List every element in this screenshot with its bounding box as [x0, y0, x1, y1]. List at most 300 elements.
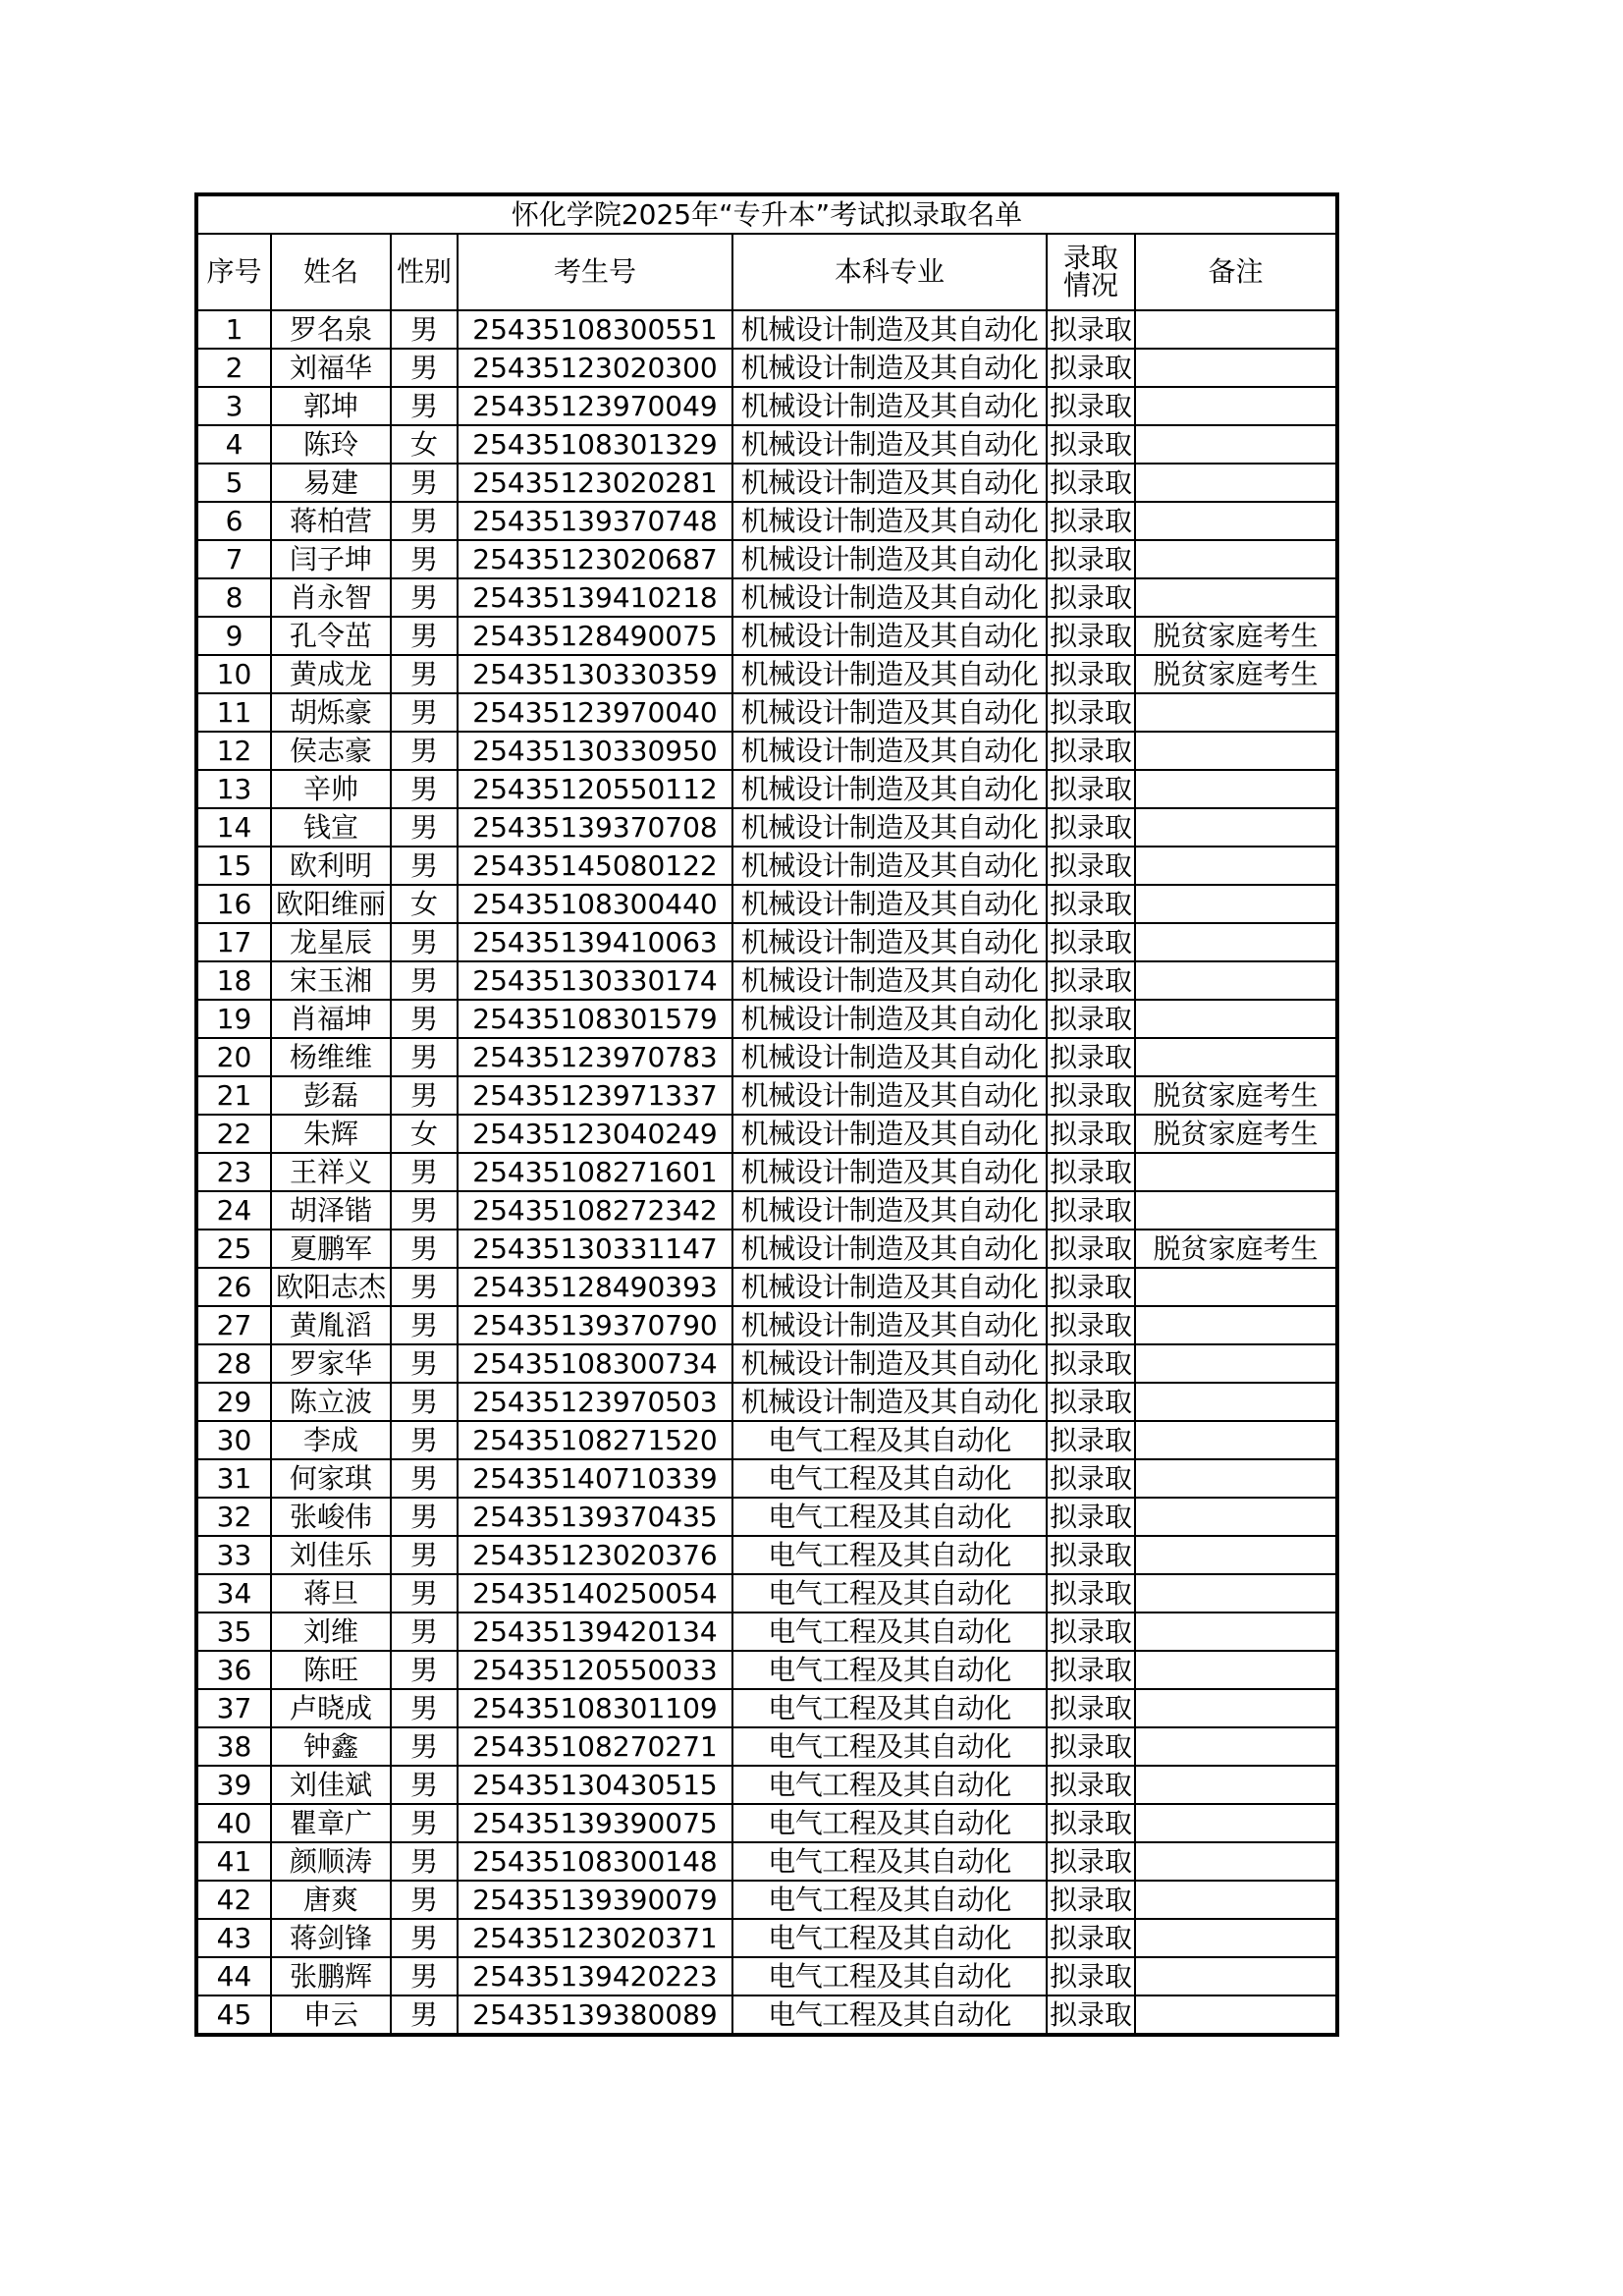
cell-exam-no: 25435128490393 — [458, 1268, 732, 1306]
cell-index: 27 — [196, 1306, 271, 1344]
cell-gender: 男 — [391, 770, 458, 808]
cell-name: 刘佳乐 — [271, 1536, 391, 1574]
cell-status: 拟录取 — [1047, 732, 1135, 770]
cell-status: 拟录取 — [1047, 1459, 1135, 1498]
cell-major: 机械设计制造及其自动化 — [732, 617, 1047, 655]
table-row — [196, 1804, 1337, 1842]
cell-index: 25 — [196, 1230, 271, 1268]
cell-remark — [1135, 847, 1337, 885]
cell-major: 机械设计制造及其自动化 — [732, 1268, 1047, 1306]
cell-index: 1 — [196, 310, 271, 349]
cell-major: 机械设计制造及其自动化 — [732, 502, 1047, 540]
cell-gender: 男 — [391, 1727, 458, 1766]
cell-status: 拟录取 — [1047, 1613, 1135, 1651]
table-row — [196, 1536, 1337, 1574]
cell-remark — [1135, 1842, 1337, 1881]
cell-index: 26 — [196, 1268, 271, 1306]
cell-exam-no: 25435108301579 — [458, 1000, 732, 1038]
cell-status: 拟录取 — [1047, 847, 1135, 885]
header-status-line2: 情况 — [1062, 269, 1118, 301]
table-row — [196, 1651, 1337, 1689]
cell-status: 拟录取 — [1047, 349, 1135, 387]
cell-major: 电气工程及其自动化 — [732, 1421, 1047, 1459]
cell-name: 侯志豪 — [271, 732, 391, 770]
cell-exam-no: 25435139370748 — [458, 502, 732, 540]
cell-gender: 男 — [391, 387, 458, 425]
cell-exam-no: 25435139410063 — [458, 923, 732, 961]
table-row — [196, 1038, 1337, 1076]
table-row — [196, 1689, 1337, 1727]
table-row — [196, 578, 1337, 617]
cell-name: 欧阳志杰 — [271, 1268, 391, 1306]
cell-index: 12 — [196, 732, 271, 770]
cell-gender: 男 — [391, 502, 458, 540]
cell-gender: 男 — [391, 540, 458, 578]
cell-remark — [1135, 310, 1337, 349]
cell-exam-no: 25435145080122 — [458, 847, 732, 885]
cell-remark: 脱贫家庭考生 — [1135, 1230, 1337, 1268]
cell-name: 胡烁豪 — [271, 693, 391, 732]
table-row — [196, 1344, 1337, 1383]
cell-remark — [1135, 1995, 1337, 2035]
title-row — [196, 194, 1337, 234]
cell-major: 机械设计制造及其自动化 — [732, 1115, 1047, 1153]
cell-major: 机械设计制造及其自动化 — [732, 1191, 1047, 1230]
cell-index: 6 — [196, 502, 271, 540]
cell-remark — [1135, 464, 1337, 502]
cell-major: 机械设计制造及其自动化 — [732, 1306, 1047, 1344]
cell-status: 拟录取 — [1047, 808, 1135, 847]
cell-exam-no: 25435108271601 — [458, 1153, 732, 1191]
cell-exam-no: 25435130330950 — [458, 732, 732, 770]
cell-name: 张鹏辉 — [271, 1957, 391, 1995]
cell-name: 欧利明 — [271, 847, 391, 885]
table-row — [196, 961, 1337, 1000]
cell-name: 卢晓成 — [271, 1689, 391, 1727]
cell-status: 拟录取 — [1047, 1842, 1135, 1881]
table-row — [196, 1498, 1337, 1536]
cell-major: 电气工程及其自动化 — [732, 1957, 1047, 1995]
cell-status: 拟录取 — [1047, 1574, 1135, 1613]
cell-gender: 男 — [391, 1689, 458, 1727]
cell-index: 8 — [196, 578, 271, 617]
cell-index: 20 — [196, 1038, 271, 1076]
cell-index: 9 — [196, 617, 271, 655]
cell-exam-no: 25435123971337 — [458, 1076, 732, 1115]
cell-gender: 男 — [391, 310, 458, 349]
cell-index: 16 — [196, 885, 271, 923]
cell-remark — [1135, 1000, 1337, 1038]
cell-remark: 脱贫家庭考生 — [1135, 1076, 1337, 1115]
cell-name: 易建 — [271, 464, 391, 502]
cell-exam-no: 25435123970503 — [458, 1383, 732, 1421]
cell-status: 拟录取 — [1047, 1881, 1135, 1919]
header-index: 序号 — [196, 234, 271, 310]
admission-list-table — [194, 192, 1339, 2037]
cell-gender: 男 — [391, 1995, 458, 2035]
cell-gender: 男 — [391, 1919, 458, 1957]
cell-status: 拟录取 — [1047, 1536, 1135, 1574]
cell-status: 拟录取 — [1047, 770, 1135, 808]
table-row — [196, 1919, 1337, 1957]
cell-exam-no: 25435123020300 — [458, 349, 732, 387]
cell-major: 机械设计制造及其自动化 — [732, 885, 1047, 923]
cell-major: 电气工程及其自动化 — [732, 1536, 1047, 1574]
table-row — [196, 1459, 1337, 1498]
cell-major: 机械设计制造及其自动化 — [732, 1230, 1047, 1268]
cell-status: 拟录取 — [1047, 655, 1135, 693]
cell-major: 电气工程及其自动化 — [732, 1995, 1047, 2035]
cell-status: 拟录取 — [1047, 1191, 1135, 1230]
cell-name: 胡泽锴 — [271, 1191, 391, 1230]
cell-exam-no: 25435139370435 — [458, 1498, 732, 1536]
cell-status: 拟录取 — [1047, 1076, 1135, 1115]
cell-gender: 男 — [391, 1881, 458, 1919]
cell-name: 陈立波 — [271, 1383, 391, 1421]
cell-remark — [1135, 578, 1337, 617]
header-major: 本科专业 — [732, 234, 1047, 310]
cell-remark — [1135, 1536, 1337, 1574]
cell-name: 郭坤 — [271, 387, 391, 425]
cell-index: 21 — [196, 1076, 271, 1115]
cell-name: 辛帅 — [271, 770, 391, 808]
cell-name: 蒋柏营 — [271, 502, 391, 540]
cell-exam-no: 25435123970783 — [458, 1038, 732, 1076]
cell-gender: 女 — [391, 885, 458, 923]
cell-name: 黄成龙 — [271, 655, 391, 693]
cell-major: 电气工程及其自动化 — [732, 1804, 1047, 1842]
cell-exam-no: 25435108271520 — [458, 1421, 732, 1459]
cell-remark — [1135, 1459, 1337, 1498]
cell-index: 43 — [196, 1919, 271, 1957]
table-row — [196, 655, 1337, 693]
table-row — [196, 1421, 1337, 1459]
cell-major: 机械设计制造及其自动化 — [732, 655, 1047, 693]
cell-major: 机械设计制造及其自动化 — [732, 1076, 1047, 1115]
cell-gender: 男 — [391, 693, 458, 732]
cell-remark — [1135, 540, 1337, 578]
cell-gender: 男 — [391, 1804, 458, 1842]
cell-index: 13 — [196, 770, 271, 808]
table-row — [196, 540, 1337, 578]
cell-index: 22 — [196, 1115, 271, 1153]
cell-remark — [1135, 1574, 1337, 1613]
table-row — [196, 349, 1337, 387]
cell-index: 36 — [196, 1651, 271, 1689]
table-row — [196, 1191, 1337, 1230]
cell-status: 拟录取 — [1047, 1038, 1135, 1076]
cell-remark — [1135, 808, 1337, 847]
cell-exam-no: 25435128490075 — [458, 617, 732, 655]
cell-gender: 男 — [391, 1459, 458, 1498]
cell-major: 机械设计制造及其自动化 — [732, 310, 1047, 349]
table-row — [196, 502, 1337, 540]
cell-exam-no: 25435130330359 — [458, 655, 732, 693]
cell-remark — [1135, 1038, 1337, 1076]
cell-exam-no: 25435108301329 — [458, 425, 732, 464]
cell-remark — [1135, 1957, 1337, 1995]
cell-status: 拟录取 — [1047, 464, 1135, 502]
cell-status: 拟录取 — [1047, 1421, 1135, 1459]
cell-status: 拟录取 — [1047, 1115, 1135, 1153]
cell-major: 机械设计制造及其自动化 — [732, 425, 1047, 464]
header-remark: 备注 — [1135, 234, 1337, 310]
table-row — [196, 693, 1337, 732]
cell-remark — [1135, 1766, 1337, 1804]
cell-remark — [1135, 1153, 1337, 1191]
cell-status: 拟录取 — [1047, 1995, 1135, 2035]
cell-major: 机械设计制造及其自动化 — [732, 732, 1047, 770]
cell-name: 彭磊 — [271, 1076, 391, 1115]
cell-name: 欧阳维丽 — [271, 885, 391, 923]
cell-gender: 男 — [391, 1613, 458, 1651]
cell-index: 32 — [196, 1498, 271, 1536]
cell-exam-no: 25435123020376 — [458, 1536, 732, 1574]
cell-index: 41 — [196, 1842, 271, 1881]
cell-index: 18 — [196, 961, 271, 1000]
cell-remark — [1135, 349, 1337, 387]
table-row — [196, 732, 1337, 770]
cell-gender: 男 — [391, 578, 458, 617]
cell-remark — [1135, 770, 1337, 808]
cell-status: 拟录取 — [1047, 1344, 1135, 1383]
cell-name: 龙星辰 — [271, 923, 391, 961]
cell-exam-no: 25435108272342 — [458, 1191, 732, 1230]
cell-remark — [1135, 387, 1337, 425]
cell-exam-no: 25435130331147 — [458, 1230, 732, 1268]
cell-exam-no: 25435140250054 — [458, 1574, 732, 1613]
cell-index: 28 — [196, 1344, 271, 1383]
cell-gender: 男 — [391, 1000, 458, 1038]
cell-name: 陈玲 — [271, 425, 391, 464]
cell-exam-no: 25435130330174 — [458, 961, 732, 1000]
cell-name: 杨维维 — [271, 1038, 391, 1076]
cell-status: 拟录取 — [1047, 387, 1135, 425]
cell-status: 拟录取 — [1047, 1689, 1135, 1727]
cell-name: 罗家华 — [271, 1344, 391, 1383]
cell-gender: 男 — [391, 808, 458, 847]
cell-remark — [1135, 1689, 1337, 1727]
cell-name: 陈旺 — [271, 1651, 391, 1689]
table-row — [196, 387, 1337, 425]
cell-status: 拟录取 — [1047, 578, 1135, 617]
cell-remark: 脱贫家庭考生 — [1135, 1115, 1337, 1153]
table-row — [196, 770, 1337, 808]
cell-index: 44 — [196, 1957, 271, 1995]
cell-exam-no: 25435139410218 — [458, 578, 732, 617]
cell-status: 拟录取 — [1047, 502, 1135, 540]
cell-name: 宋玉湘 — [271, 961, 391, 1000]
cell-gender: 男 — [391, 1268, 458, 1306]
cell-status: 拟录取 — [1047, 425, 1135, 464]
cell-gender: 男 — [391, 617, 458, 655]
cell-major: 机械设计制造及其自动化 — [732, 1000, 1047, 1038]
table-row — [196, 1957, 1337, 1995]
cell-exam-no: 25435123020371 — [458, 1919, 732, 1957]
cell-gender: 男 — [391, 732, 458, 770]
cell-exam-no: 25435139390079 — [458, 1881, 732, 1919]
cell-exam-no: 25435108270271 — [458, 1727, 732, 1766]
table-row — [196, 1727, 1337, 1766]
cell-gender: 男 — [391, 1421, 458, 1459]
cell-major: 机械设计制造及其自动化 — [732, 1383, 1047, 1421]
cell-gender: 男 — [391, 464, 458, 502]
cell-status: 拟录取 — [1047, 961, 1135, 1000]
cell-name: 钟鑫 — [271, 1727, 391, 1766]
cell-index: 7 — [196, 540, 271, 578]
cell-gender: 男 — [391, 1230, 458, 1268]
cell-major: 机械设计制造及其自动化 — [732, 847, 1047, 885]
cell-major: 机械设计制造及其自动化 — [732, 1153, 1047, 1191]
cell-exam-no: 25435123970040 — [458, 693, 732, 732]
cell-gender: 男 — [391, 1153, 458, 1191]
cell-gender: 女 — [391, 425, 458, 464]
cell-index: 35 — [196, 1613, 271, 1651]
cell-major: 电气工程及其自动化 — [732, 1574, 1047, 1613]
cell-major: 电气工程及其自动化 — [732, 1651, 1047, 1689]
cell-name: 张峻伟 — [271, 1498, 391, 1536]
cell-name: 颜顺涛 — [271, 1842, 391, 1881]
cell-index: 45 — [196, 1995, 271, 2035]
cell-major: 机械设计制造及其自动化 — [732, 540, 1047, 578]
cell-exam-no: 25435108300551 — [458, 310, 732, 349]
cell-exam-no: 25435139420223 — [458, 1957, 732, 1995]
cell-name: 钱宣 — [271, 808, 391, 847]
table-row — [196, 1842, 1337, 1881]
cell-index: 33 — [196, 1536, 271, 1574]
table-row — [196, 425, 1337, 464]
cell-major: 电气工程及其自动化 — [732, 1766, 1047, 1804]
document-title: 怀化学院2025年“专升本”考试拟录取名单 — [196, 194, 1337, 234]
cell-status: 拟录取 — [1047, 1957, 1135, 1995]
cell-gender: 男 — [391, 1306, 458, 1344]
cell-remark — [1135, 732, 1337, 770]
table-row — [196, 923, 1337, 961]
cell-remark — [1135, 1421, 1337, 1459]
cell-index: 3 — [196, 387, 271, 425]
cell-gender: 男 — [391, 1651, 458, 1689]
cell-index: 23 — [196, 1153, 271, 1191]
table-row — [196, 1153, 1337, 1191]
cell-major: 机械设计制造及其自动化 — [732, 693, 1047, 732]
table-row — [196, 1766, 1337, 1804]
cell-exam-no: 25435139420134 — [458, 1613, 732, 1651]
cell-status: 拟录取 — [1047, 1804, 1135, 1842]
cell-major: 电气工程及其自动化 — [732, 1498, 1047, 1536]
cell-major: 机械设计制造及其自动化 — [732, 1038, 1047, 1076]
table-row — [196, 310, 1337, 349]
cell-status: 拟录取 — [1047, 1000, 1135, 1038]
cell-name: 蒋旦 — [271, 1574, 391, 1613]
cell-gender: 男 — [391, 1536, 458, 1574]
cell-gender: 男 — [391, 961, 458, 1000]
cell-status: 拟录取 — [1047, 1383, 1135, 1421]
cell-remark — [1135, 923, 1337, 961]
cell-gender: 男 — [391, 655, 458, 693]
cell-index: 24 — [196, 1191, 271, 1230]
cell-index: 15 — [196, 847, 271, 885]
cell-index: 17 — [196, 923, 271, 961]
cell-name: 李成 — [271, 1421, 391, 1459]
cell-gender: 男 — [391, 847, 458, 885]
table-row — [196, 1574, 1337, 1613]
cell-name: 孔令茁 — [271, 617, 391, 655]
cell-name: 肖永智 — [271, 578, 391, 617]
cell-gender: 男 — [391, 1842, 458, 1881]
cell-exam-no: 25435123040249 — [458, 1115, 732, 1153]
cell-index: 39 — [196, 1766, 271, 1804]
table-row — [196, 1268, 1337, 1306]
cell-remark: 脱贫家庭考生 — [1135, 655, 1337, 693]
cell-gender: 男 — [391, 1344, 458, 1383]
cell-exam-no: 25435108300440 — [458, 885, 732, 923]
cell-name: 申云 — [271, 1995, 391, 2035]
cell-exam-no: 25435123020281 — [458, 464, 732, 502]
cell-name: 罗名泉 — [271, 310, 391, 349]
cell-major: 电气工程及其自动化 — [732, 1727, 1047, 1766]
header-status — [1047, 234, 1135, 310]
cell-exam-no: 25435120550033 — [458, 1651, 732, 1689]
cell-remark — [1135, 502, 1337, 540]
cell-exam-no: 25435120550112 — [458, 770, 732, 808]
table-row — [196, 1230, 1337, 1268]
cell-index: 2 — [196, 349, 271, 387]
cell-status: 拟录取 — [1047, 1651, 1135, 1689]
cell-status: 拟录取 — [1047, 310, 1135, 349]
cell-major: 电气工程及其自动化 — [732, 1613, 1047, 1651]
cell-exam-no: 25435139380089 — [458, 1995, 732, 2035]
cell-status: 拟录取 — [1047, 1727, 1135, 1766]
cell-remark — [1135, 1651, 1337, 1689]
cell-remark — [1135, 1498, 1337, 1536]
cell-status: 拟录取 — [1047, 1230, 1135, 1268]
cell-gender: 男 — [391, 1574, 458, 1613]
cell-gender: 男 — [391, 349, 458, 387]
cell-major: 机械设计制造及其自动化 — [732, 1344, 1047, 1383]
cell-status: 拟录取 — [1047, 540, 1135, 578]
table-row — [196, 885, 1337, 923]
cell-exam-no: 25435139370790 — [458, 1306, 732, 1344]
cell-name: 何家琪 — [271, 1459, 391, 1498]
cell-major: 机械设计制造及其自动化 — [732, 387, 1047, 425]
cell-major: 机械设计制造及其自动化 — [732, 578, 1047, 617]
header-name: 姓名 — [271, 234, 391, 310]
cell-index: 37 — [196, 1689, 271, 1727]
table-row — [196, 808, 1337, 847]
cell-status: 拟录取 — [1047, 1919, 1135, 1957]
cell-exam-no: 25435108300734 — [458, 1344, 732, 1383]
cell-index: 38 — [196, 1727, 271, 1766]
cell-remark — [1135, 1613, 1337, 1651]
cell-major: 机械设计制造及其自动化 — [732, 808, 1047, 847]
table-row — [196, 617, 1337, 655]
cell-name: 闫子坤 — [271, 540, 391, 578]
cell-index: 30 — [196, 1421, 271, 1459]
table-row — [196, 1995, 1337, 2035]
cell-exam-no: 25435139370708 — [458, 808, 732, 847]
table-row — [196, 847, 1337, 885]
cell-remark — [1135, 1306, 1337, 1344]
cell-remark — [1135, 693, 1337, 732]
cell-index: 11 — [196, 693, 271, 732]
cell-status: 拟录取 — [1047, 1766, 1135, 1804]
cell-exam-no: 25435108301109 — [458, 1689, 732, 1727]
cell-status: 拟录取 — [1047, 923, 1135, 961]
cell-status: 拟录取 — [1047, 617, 1135, 655]
cell-major: 电气工程及其自动化 — [732, 1881, 1047, 1919]
cell-gender: 男 — [391, 1038, 458, 1076]
cell-name: 蒋剑锋 — [271, 1919, 391, 1957]
